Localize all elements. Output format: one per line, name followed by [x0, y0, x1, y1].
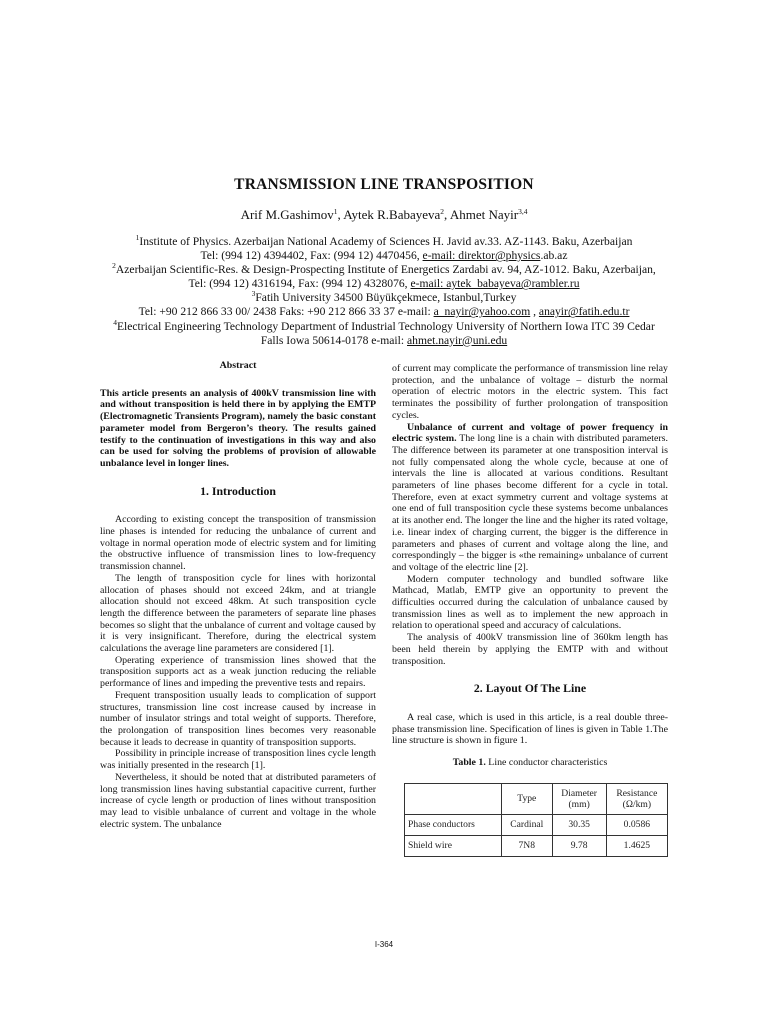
affiliation-4-contact: Falls Iowa 50614-0178 e-mail: ahmet.nayir@uni.edu — [260, 333, 508, 347]
affiliation-1-contact: Tel: (994 12) 4394402, Fax: (994 12) 4470456, e-mail: direktor@physics.ab.az — [200, 249, 568, 263]
email-link[interactable]: anayir@fatih.edu.tr — [538, 305, 630, 319]
abstract-text: This article presents an analysis of 400kV transmission line with and without transposition is held there in by applying the EMTP (Electromagnetic Transients Program), namely the basic constant parameter model from Bergeron’s theory. The results gained testify to the continuation of investigations in this way and also can be used for solving the problems of provision of allowable unbalance level in longer lines. — [100, 387, 376, 469]
left-column — [100, 360, 376, 830]
author-name: Arif M.Gashimov — [240, 207, 334, 222]
affiliations — [60, 235, 708, 348]
right-column — [392, 363, 668, 857]
author-affiliation-mark: 3,4 — [518, 207, 528, 216]
paragraph: Possibility in principle increase of transposition lines cycle length was initially presented in the research [1]. — [100, 748, 376, 772]
paragraph: Operating experience of transmission lines showed that the transposition supports act as a weak junction reducing the reliable performance of lines and impeding the preventive tests and repairs. — [100, 654, 376, 690]
table-cell: 30.35 — [552, 814, 606, 835]
table-caption: Table 1. Line conductor characteristics — [452, 757, 608, 769]
paragraph: According to existing concept the transposition of transmission line phases is intended for reducing the unbalance of current and voltage in normal operation mode of electric system and for limiting the obstructive influence of transmission lines to low-frequency transmission channel. — [100, 514, 376, 573]
paper-title: TRANSMISSION LINE TRANSPOSITION — [234, 176, 534, 193]
author-separator: , — [337, 207, 344, 222]
email-link[interactable]: e-mail: aytek_babayeva@rambler.ru — [410, 277, 580, 291]
conductor-table — [404, 783, 668, 857]
affiliation-2-contact: Tel: (994 12) 4316194, Fax: (994 12) 4328076, e-mail: aytek_babayeva@rambler.ru — [188, 277, 580, 291]
table-header-cell: Resistance (Ω/km) — [606, 783, 667, 814]
table-cell: Shield wire — [405, 835, 502, 856]
paragraph: Nevertheless, it should be noted that at distributed parameters of long transmission lines having substantial capacitive current, further increase of cycle length or production of lines without transposition may lead to visible unbalance of current and voltage in the whole electric system. The unbalance — [100, 771, 376, 830]
email-link[interactable]: a_nayir@yahoo.com — [433, 305, 531, 319]
table-cell: 0.0586 — [606, 814, 667, 835]
paragraph: The analysis of 400kV transmission line of 360km length has been held therein by applying the EMTP with and without transposition. — [392, 632, 668, 667]
author-separator: , — [444, 207, 450, 222]
abstract-heading: Abstract — [219, 360, 257, 371]
email-link[interactable]: ahmet.nayir@uni.edu — [407, 333, 508, 347]
affiliation-4: $^4$Electrical Engineering Technology Department of Industrial Technology University of Northern Iowa ITC 39 Cedar — [113, 317, 655, 333]
table-cell: 7N8 — [501, 835, 552, 856]
author-name: Aytek R.Babayeva — [343, 207, 441, 222]
author-name: Ahmet Nayir — [449, 207, 519, 222]
paragraph: Modern computer technology and bundled software like Mathcad, Matlab, EMTP give an opportunity to prevent the difficulties occurred during the calculation of unbalance caused by transmission lines as well as to implement the new approach in relation to operational speed and accuracy of calculations. — [392, 573, 668, 632]
affiliation-2: $^2$Azerbaijan Scientific-Res. & Design-Prospecting Institute of Energetics Zardabi av. 94, AZ-1012. Baku, Azerbaijan, — [112, 261, 656, 277]
paragraph: Frequent transposition usually leads to complication of support structures, transmission line cost increase caused by increase in number of insulator strings and total weight of supports. Therefore, the prolongation of transposition lines becomes very reasonable because it leads to decrease in quantity of transposition supports. — [100, 689, 376, 748]
affiliation-3-contact: Tel: +90 212 866 33 00/ 2438 Faks: +90 212 866 33 37 e-mail: a_nayir@yahoo.com , anayir@fatih.edu.tr — [138, 305, 630, 319]
table-row — [405, 814, 668, 835]
table-cell: Cardinal — [501, 814, 552, 835]
table-cell: Phase conductors — [405, 814, 502, 835]
author-affiliation-mark: 1 — [333, 207, 338, 216]
paragraph: A real case, which is used in this article, is a real double three-phase transmission line. Specification of lines is given in Table 1.The line structure is shown in figure 1. — [392, 711, 668, 747]
section-heading-introduction: 1. Introduction — [200, 483, 276, 498]
table-header-cell — [405, 783, 502, 814]
table-header-cell: Type — [501, 783, 552, 814]
table-cell: 1.4625 — [606, 835, 667, 856]
paragraph: of current may complicate the performance of transmission line relay protection, and the unbalance of voltage – disturb the normal operation of electric motors in the electric system. This fact terminates the possibility of further prolongation of transposition cycles. — [392, 363, 668, 421]
affiliation-3: $^3$Fatih University 34500 Büyükçekmece, Istanbul,Turkey — [251, 289, 517, 305]
section-heading-layout: 2. Layout Of The Line — [473, 681, 587, 696]
author-affiliation-mark: 2 — [440, 207, 445, 216]
table-header-cell: Diameter (mm) — [552, 783, 606, 814]
affiliation-1: $^1$Institute of Physics. Azerbaijan National Academy of Sciences H. Javid av.33. AZ-1143. Baku, Azerbaijan — [135, 233, 633, 248]
table-cell: 9.78 — [552, 835, 606, 856]
author-line — [0, 207, 768, 223]
paragraph: Unbalance of current and voltage of power frequency in electric system. The long line is a chain with distributed parameters. The difference between its parameter at one transposition interval is not fully compensated along the whole cycle, because at one of intervals the line is allocated at various conditions. Resultant parameters of line phases become different for a cycle in total. Therefore, even at exact symmetry current and voltage systems at one end of full transposition cycle these systems become unbalances at its another end. The longer the line and the higher its rated voltage, i.e. linear index of charging current, the bigger is the difference in parameters and phases of current and voltage along the line, and correspondingly – the bigger is «the remaining» unbalance of current and voltage of the electric line [2]. — [392, 421, 668, 573]
paragraph: The length of transposition cycle for lines with horizontal allocation of phases should not exceed 24km, and at triangle allocation should not exceed 48km. At such transposition cycle length the difference between the parameters of separate line phases becomes so slight that the unbalance of current and voltage caused by it is very insignificant. Therefore, during the electrical system calculations the average line parameters are considered [1]. — [100, 572, 376, 655]
email-link[interactable]: e-mail: direktor@physics — [422, 249, 541, 263]
table-row — [405, 835, 668, 856]
page-number: I-364 — [374, 940, 394, 949]
